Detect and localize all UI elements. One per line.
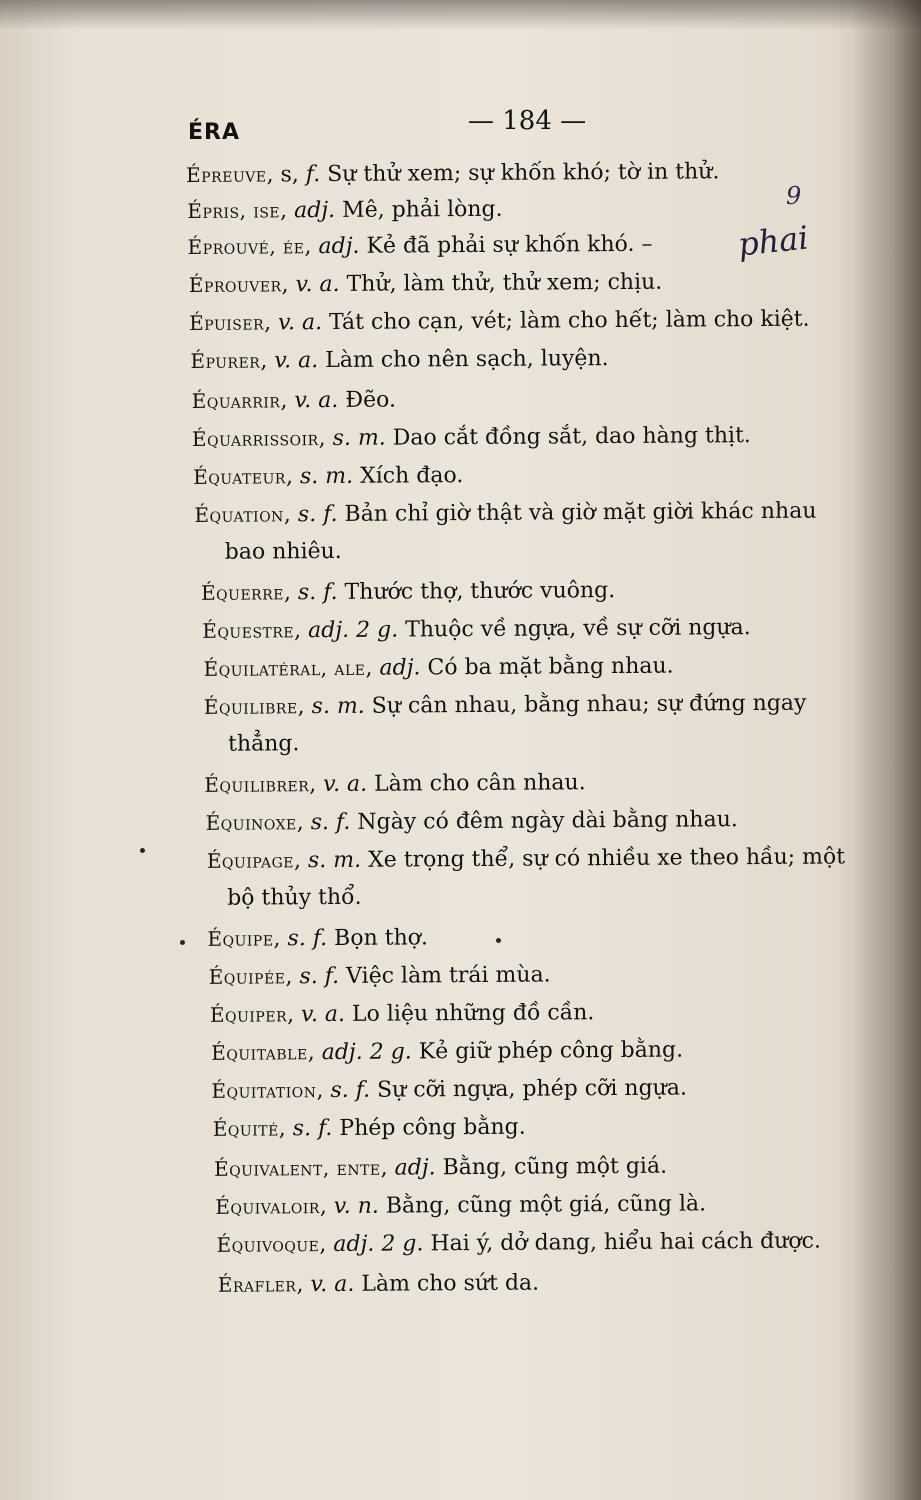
ink-speck [140, 848, 145, 853]
entry-headword: Équestre [202, 618, 295, 643]
entry-continuation: thẳng. [228, 731, 300, 757]
entry-headword: Équipage [206, 848, 295, 873]
entry-definition: Tát cho cạn, vét; làm cho hết; làm cho kiệt. [321, 306, 810, 336]
entry-grammar: adj. [394, 1155, 436, 1181]
entry-grammar: v. a. [274, 348, 319, 374]
dictionary-entry [215, 1186, 706, 1224]
entry-headword: Équarrir [191, 388, 281, 413]
entry-grammar: s. f. [299, 963, 340, 990]
entry-definition: Sự cân nhau, bằng nhau; sự đứng ngay [364, 690, 807, 719]
dictionary-entry [201, 573, 615, 611]
entry-definition: Bằng, cũng một giá. [435, 1153, 668, 1181]
entry-definition: Dao cắt đồng sắt, dao hàng thịt. [385, 423, 751, 451]
entry-headword: Équerre [200, 580, 285, 605]
entry-headword: Épurer [190, 348, 261, 373]
entry-separator: , [304, 234, 319, 260]
entry-grammar: s. m. [307, 847, 362, 874]
entry-definition: Việc làm trái mùa. [339, 962, 551, 989]
entry-separator: , [316, 1078, 331, 1104]
entry-grammar: v. a. [310, 1271, 355, 1298]
entry-headword: Équipe [207, 926, 274, 951]
entry-grammar: s. m. [332, 425, 386, 451]
entry-grammar: s. m. [299, 463, 354, 490]
dictionary-entry [192, 418, 751, 457]
entry-grammar: v. a. [294, 387, 339, 414]
entry-headword: Épris, ise [187, 198, 281, 223]
entry-grammar: adj. [379, 655, 421, 681]
dictionary-entry [210, 995, 595, 1033]
entry-separator: , [319, 1193, 334, 1220]
entry-grammar: f. [305, 162, 321, 188]
entry-headword: Épuiser [189, 310, 265, 335]
entry-headword: Équilibrer [204, 772, 310, 797]
entry-headword: Équateur [193, 464, 286, 489]
entry-separator: , [319, 1231, 334, 1258]
entry-headword: Épreuve [186, 162, 267, 187]
entry-definition: Lo liệu những đồ cần. [344, 1000, 595, 1027]
entry-separator: , [294, 618, 309, 644]
dictionary-entry [192, 383, 397, 419]
handwritten-note-word: phai [736, 218, 811, 264]
handwritten-note-number: 9 [786, 182, 802, 210]
entry-headword: Équitable [211, 1040, 308, 1065]
entry-headword: Équité [212, 1116, 279, 1141]
entry-separator: , [280, 388, 295, 414]
entry-separator: , s, [266, 162, 306, 188]
page-number: — 184 — [468, 106, 587, 136]
entry-headword: Équivaloir [215, 1194, 320, 1219]
dictionary-entry [207, 839, 845, 878]
entry-definition: Bản chỉ giờ thật và giờ mặt giời khác nhau [337, 498, 817, 527]
entry-definition: Thử, làm thử, thử xem; chịu. [339, 269, 663, 297]
entry-headword: Équilatéral, ale [203, 655, 366, 681]
dictionary-entry [211, 1071, 687, 1109]
dictionary-entry [204, 765, 586, 803]
entry-definition: Kẻ đã phải sự khốn khó. – [359, 231, 653, 259]
dictionary-entry [216, 1224, 821, 1263]
entry-headword: Éprouvé, ée [187, 234, 305, 259]
entry-separator: , [318, 425, 333, 452]
entry-definition: Xe trọng thể, sự có nhiều xe theo hầu; một [361, 844, 846, 873]
entry-headword: Éprouver [188, 272, 282, 297]
dictionary-entry [202, 610, 751, 649]
entry-separator: , [285, 964, 300, 990]
dictionary-entry [209, 957, 551, 994]
entry-separator: , [293, 848, 309, 874]
entry-headword: Équilibre [203, 694, 298, 719]
entry-separator: , [264, 310, 279, 336]
entry-continuation: bao nhiêu. [224, 538, 342, 565]
dictionary-entry [218, 1266, 539, 1303]
ink-speck [496, 938, 501, 943]
dictionary-entry [206, 802, 738, 841]
entry-grammar: s. f. [330, 1077, 371, 1104]
entry-headword: Érafler [217, 1272, 297, 1297]
dictionary-entry [189, 265, 663, 303]
entry-separator: , [273, 926, 288, 952]
entry-grammar: s. f. [287, 926, 328, 952]
entry-grammar: s. f. [310, 809, 351, 836]
entry-grammar: v. a. [295, 271, 340, 298]
entry-definition: Làm cho nên sạch, luyện. [318, 346, 609, 374]
entry-grammar: v. a. [278, 310, 323, 336]
entry-grammar: s. m. [311, 693, 365, 720]
entry-headword: Équitation [211, 1078, 317, 1103]
dictionary-entry [193, 458, 463, 495]
entry-separator: , [283, 580, 299, 606]
entry-definition: Mê, phải lòng. [335, 196, 503, 223]
entry-separator: , [286, 1002, 302, 1028]
dictionary-entry [213, 1110, 526, 1147]
entry-grammar: s. f. [297, 579, 338, 606]
entry-grammar: adj. 2 g. [321, 1039, 412, 1066]
running-head: ÉRA [188, 120, 240, 145]
entry-grammar: v. a. [300, 1001, 346, 1028]
entry-headword: Équation [194, 502, 284, 527]
dictionary-entry [190, 341, 608, 379]
entry-separator: , [309, 772, 324, 798]
entry-definition: Sự thử xem; sự khốn khó; tờ in thử. [320, 159, 720, 188]
entry-headword: Équivoque [216, 1232, 320, 1257]
entry-definition: Làm cho cân nhau. [367, 770, 586, 797]
dictionary-entry [189, 302, 810, 341]
dictionary-entry [207, 920, 428, 957]
entry-grammar: adj. [318, 233, 360, 260]
entry-separator: , [280, 198, 295, 224]
entry-separator: , [285, 464, 301, 490]
dictionary-entry [214, 1149, 667, 1187]
entry-grammar: v. a. [323, 771, 368, 798]
entry-grammar: s. f. [297, 501, 338, 528]
entry-separator: , [297, 694, 312, 720]
entry-definition: Bằng, cũng một giá, cũng là. [378, 1191, 707, 1219]
entry-headword: Équiper [209, 1002, 288, 1027]
entry-definition: Phép công bằng. [332, 1114, 526, 1142]
entry-definition: Kẻ giữ phép công bằng. [411, 1037, 684, 1065]
entry-grammar: v. n. [333, 1193, 379, 1219]
entry-continuation: bộ thủy thổ. [227, 884, 362, 911]
entry-separator: , [278, 1116, 293, 1142]
entry-definition: Thước thợ, thước vuông. [337, 578, 616, 605]
entry-headword: Équarrissoir [191, 426, 319, 451]
entry-definition: Xích đạo. [352, 463, 464, 489]
entry-separator: , [296, 810, 311, 836]
entry-grammar: s. f. [292, 1116, 333, 1142]
dictionary-entry [194, 494, 816, 533]
ink-speck [180, 940, 185, 945]
entry-definition: Sự cỡi ngựa, phép cỡi ngựa. [369, 1075, 687, 1103]
entry-separator: , [283, 502, 298, 528]
entry-headword: Équipée [208, 964, 286, 989]
entry-definition: Có ba mặt bằng nhau. [420, 653, 674, 681]
entry-separator: , [281, 272, 296, 298]
page-top-shadow [0, 0, 921, 30]
entry-definition: Đẽo. [338, 387, 397, 413]
entry-definition: Thuộc về ngựa, về sự cỡi ngựa. [398, 615, 751, 643]
entry-definition: Làm cho sứt da. [354, 1270, 540, 1297]
entry-separator: , [307, 1040, 322, 1066]
dictionary-entry [188, 227, 653, 265]
entry-headword: Équinoxe [205, 810, 297, 835]
dictionary-entry [211, 1033, 683, 1071]
dictionary-entry [187, 192, 502, 229]
entry-definition: Ngày có đêm ngày dài bằng nhau. [350, 807, 738, 835]
entry-grammar: adj. 2 g. [333, 1231, 424, 1257]
entry-grammar: adj. [294, 197, 336, 224]
entry-definition: Hai ý, dở dang, hiểu hai cách được. [423, 1228, 822, 1257]
entry-separator: , [365, 655, 380, 681]
entry-headword: Équivalent, ente [213, 1155, 381, 1181]
entry-separator: , [380, 1155, 395, 1181]
entry-grammar: adj. 2 g. [308, 617, 399, 644]
page-gutter-shadow [851, 0, 921, 1500]
dictionary-entry [204, 686, 807, 725]
entry-separator: , [260, 348, 275, 374]
entry-definition: Bọn thợ. [327, 925, 429, 952]
dictionary-entry [186, 154, 720, 193]
entry-separator: , [296, 1272, 311, 1298]
dictionary-entry [203, 649, 673, 687]
